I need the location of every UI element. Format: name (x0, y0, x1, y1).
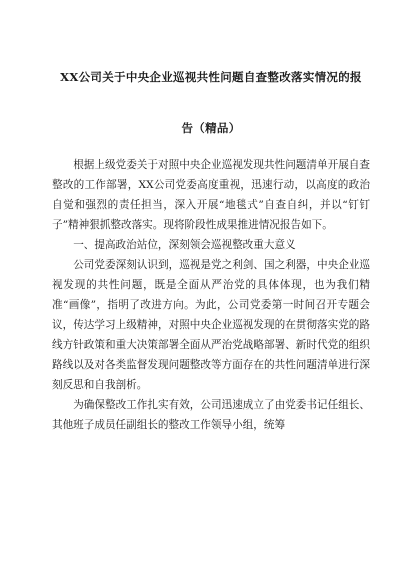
body-paragraph: 为确保整改工作扎实有效，公司迅速成立了由党委书记任组长、其他班子成员任副组长的整改工作领导小组，统筹 (52, 399, 370, 431)
intro-paragraph: 根据上级党委关于对照中央企业巡视发现共性问题清单开展自查整改的工作部署，XX公司党委高度重视，迅速行动，以高度的政治自觉和强烈的责任担当，深入开展“地毯式”自查自纠，并以“钉钉子”精神狠抓整改落实。现将阶段性成果推进情况报告如下。 (52, 159, 370, 231)
section-heading: 一、提高政治站位，深刻领会巡视整改重大意义 (73, 239, 296, 251)
body-paragraph: 公司党委深刻认识到，巡视是党之利剑、国之利器，中央企业巡视发现的共性问题，既是全面从严治党的具体体现，也为我们精准“画像”，指明了改进方向。为此，公司党委第一时间召开专题会议，传达学习上级精神，对照中央企业巡视发现的在贯彻落实党的路线方针政策和重大决策部署全面从严治党战略部署、新时代党的组织路线以及对各类监督发现问题整改等方面存在的共性问题清单进行深刻反思和自我剖析。 (52, 259, 370, 391)
document-title-line-2: 告（精品） (181, 121, 241, 135)
document-title-line-1: XX公司关于中央企业巡视共性问题自查整改落实情况的报 (60, 70, 362, 84)
document-body (52, 155, 370, 435)
